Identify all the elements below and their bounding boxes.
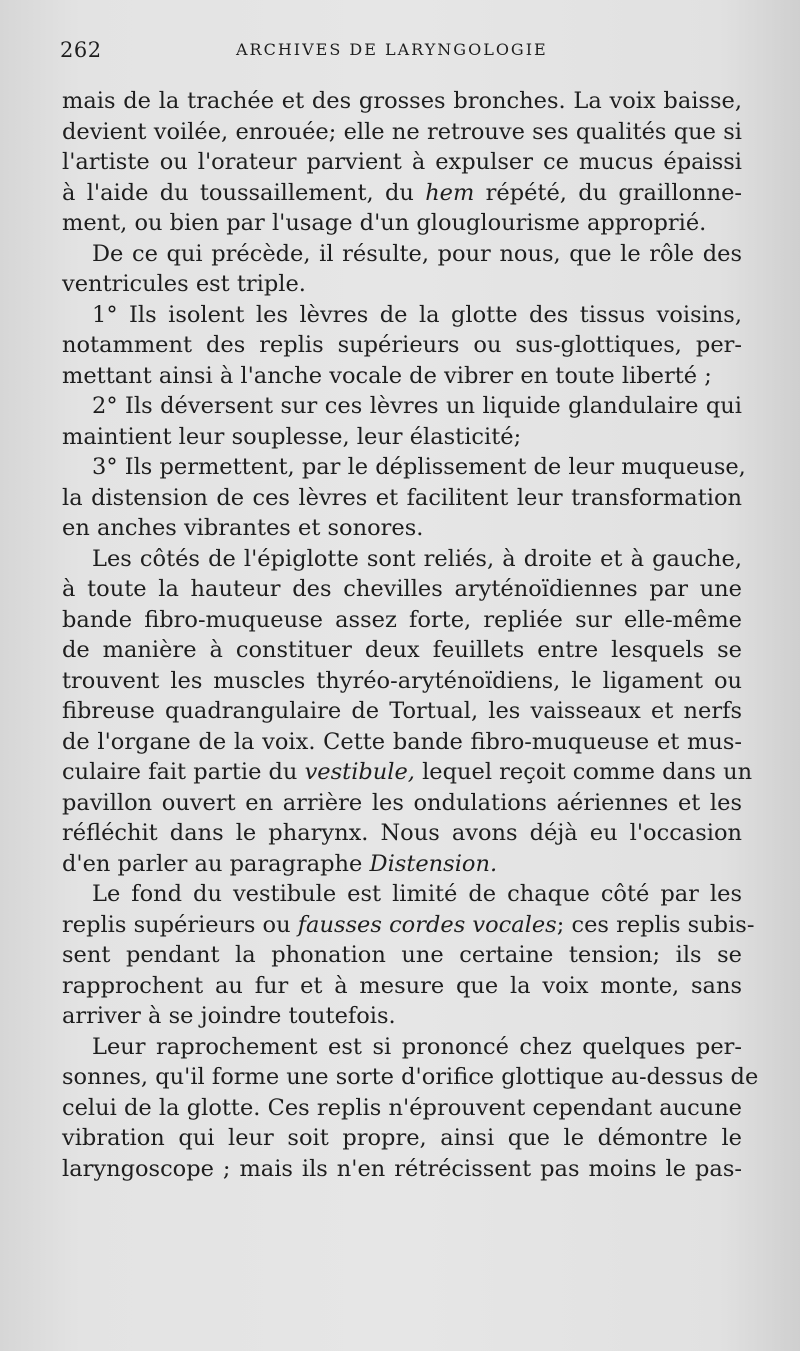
text-line [62,1001,742,1032]
text-line [62,361,742,392]
text-line [62,147,742,178]
paragraph [62,300,742,392]
text-line [62,1062,759,1093]
italic-text: vestibule, [304,759,415,785]
text-line [62,727,742,758]
line-text: l'artiste ou l'orateur parvient à expulser ce mucus épaissi [62,149,742,175]
line-text: de manière à constituer deux feuillets entre lesquels se [62,637,742,663]
italic-text: Distension. [369,850,498,877]
line-text: rapprochent au fur et à mesure que la voix monte, sans [62,972,742,999]
paragraph [62,239,742,300]
line-text: réfléchit dans le pharynx. Nous avons déjà eu l'occasion [62,820,742,846]
text-line [62,788,742,819]
text-line [62,1154,742,1185]
page-number: 262 [60,38,102,62]
text-line [62,879,742,910]
text-line [62,757,753,788]
text-line [62,666,742,697]
text-line [62,422,742,453]
italic-text: fausses cordes vocales [297,911,557,938]
text-line [62,910,755,941]
running-head: ARCHIVES DE LARYNGOLOGIE [236,40,548,59]
line-text: la distension de ces lèvres et facilitent leur transformation [62,484,742,511]
line-text: sonnes, qu'il forme une sorte d'orifice glottique au-dessus de [62,1064,759,1090]
line-text-after: ; ces replis subis- [556,911,755,938]
text-line [62,330,742,361]
line-text: celui de la glotte. Ces replis n'éprouvent cependant aucune [62,1094,742,1121]
line-text: trouvent les muscles thyréo-aryténoïdiens, le ligament ou [62,667,742,694]
text-line [62,239,742,270]
line-text-after: lequel reçoit comme dans un [414,759,753,785]
line-text: pavillon ouvert en arrière les ondulations aériennes et les [62,789,742,816]
text-line [62,971,742,1002]
page-body [62,86,759,1184]
text-line [62,178,742,209]
line-text: culaire fait partie du [62,759,305,785]
text-line [62,391,742,422]
line-text: Les côtés de l'épiglotte sont reliés, à droite et à gauche, [92,545,742,572]
line-text-after: répété, du graillonne- [474,179,743,206]
text-line [62,574,742,605]
line-text: en anches vibrantes et sonores. [62,515,424,541]
line-text: 1° Ils isolent les lèvres de la glotte des tissus voisins, [92,301,742,328]
page-header [60,30,738,70]
line-text: ment, ou bien par l'usage d'un glouglourisme approprié. [62,210,707,236]
line-text: replis supérieurs ou [62,911,298,938]
line-text: sent pendant la phonation une certaine tension; ils se [62,942,742,968]
line-text: ventricules est triple. [62,271,306,297]
text-line [62,452,746,483]
line-text: notamment des replis supérieurs ou sus-glottiques, per- [62,332,742,358]
line-text: de l'organe de la voix. Cette bande fibro-muqueuse et mus- [62,728,742,755]
line-text: 2° Ils déversent sur ces lèvres un liquide glandulaire qui [92,393,742,419]
line-text: laryngoscope ; mais ils n'en rétrécissent pas moins le pas- [62,1155,742,1182]
line-text: mais de la trachée et des grosses bronches. La voix baisse, [62,88,742,114]
text-line [62,818,742,849]
text-line [62,1032,742,1063]
paragraph [62,452,746,544]
text-line [62,1123,742,1154]
text-line [62,1093,742,1124]
italic-text: hem [425,179,475,206]
text-line [62,300,742,331]
line-text: bande fibro-muqueuse assez forte, repliée sur elle-même [62,606,742,633]
line-text: d'en parler au paragraphe [62,850,370,877]
line-text: devient voilée, enrouée; elle ne retrouve ses qualités que si [62,118,742,145]
text-line [62,849,742,880]
text-line [62,483,742,514]
paragraph [62,879,755,1032]
line-text: à toute la hauteur des chevilles aryténoïdiennes par une [62,576,742,602]
paragraph [62,544,753,880]
text-line [62,269,742,300]
text-line [62,635,742,666]
paragraph [62,391,742,452]
paragraph [62,86,742,239]
line-text: mettant ainsi à l'anche vocale de vibrer en toute liberté ; [62,362,712,389]
text-line [62,208,742,239]
line-text: 3° Ils permettent, par le déplissement de leur muqueuse, [92,454,746,480]
text-line [62,117,742,148]
line-text: arriver à se joindre toutefois. [62,1003,396,1029]
line-text: fibreuse quadrangulaire de Tortual, les vaisseaux et nerfs [62,698,742,724]
line-text: De ce qui précède, il résulte, pour nous, que le rôle des [92,240,742,267]
line-text: Le fond du vestibule est limité de chaque côté par les [92,881,742,907]
text-line [62,544,742,575]
text-line [62,940,742,971]
line-text: Leur raprochement est si prononcé chez quelques per- [92,1033,742,1060]
line-text: à l'aide du toussaillement, du [62,179,426,206]
line-text: maintient leur souplesse, leur élasticité; [62,423,522,450]
paragraph [62,1032,759,1185]
line-text: vibration qui leur soit propre, ainsi que le démontre le [62,1125,742,1151]
text-line [62,696,742,727]
text-line [62,605,742,636]
text-line [62,513,742,544]
text-line [62,86,742,117]
